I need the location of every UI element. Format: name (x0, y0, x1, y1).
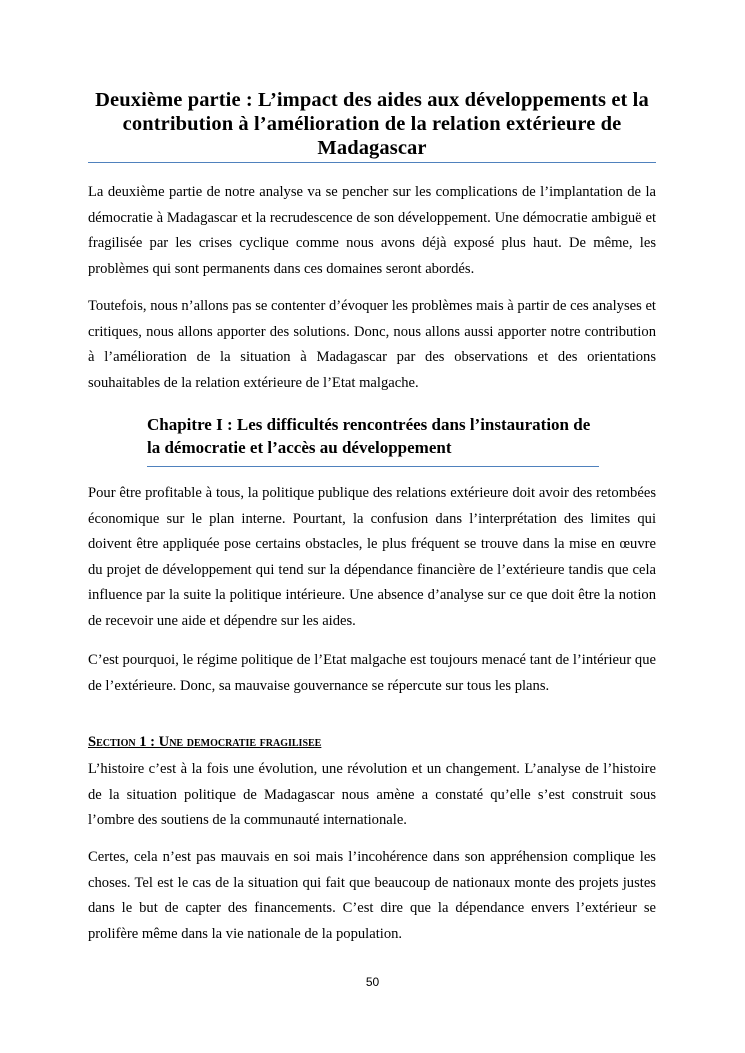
section-title: Section 1 : Une democratie fragilisee (88, 734, 322, 750)
chapter-divider (147, 466, 599, 467)
chapter-paragraph-2: C’est pourquoi, le régime politique de l’Etat malgache est toujours menacé tant de l’intérieur que de l’extérieure. Donc, sa mauvaise gouvernance se répercute sur tous les plans. (88, 652, 656, 694)
section-paragraph-1: L’histoire c’est à la fois une évolution, une révolution et un changement. L’analyse de l’histoire de la situation politique de Madagascar nous amène a constaté qu’elle s’est construit sous l’ombre des soutiens de la communauté internationale. (88, 761, 656, 828)
chapter-paragraph-1: Pour être profitable à tous, la politique publique des relations extérieure doit avoir des retombées économique sur le plan interne. Pourtant, la confusion dans l’interprétation des limites qui doivent être appliquée pose certains obstacles, le plus fréquent se trouve dans la mise en œuvre du projet de développement qui tend sur la dépendance financière de l’extérieure tandis que cela influence par la suite la politique intérieure. Une absence d’analyse sur ce que doit être la notion de recevoir une aide et dépendre sur les aides. (88, 485, 656, 629)
title-divider (88, 162, 656, 163)
section-paragraph-2: Certes, cela n’est pas mauvais en soi mais l’incohérence dans son appréhension complique les choses. Tel est le cas de la situation qui fait que beaucoup de nationaux monte des projets justes dans le but de capter des financements. C’est dire que la dépendance envers l’extérieur se prolifère même dans la vie nationale de la population. (88, 849, 656, 942)
intro-paragraph-2: Toutefois, nous n’allons pas se contenter d’évoquer les problèmes mais à partir de ces analyses et critiques, nous allons apporter des solutions. Donc, nous allons aussi apporter notre contribution à l’amélioration de la situation à Madagascar par des observations et des orientations souhaitables de la relation extérieure de l’Etat malgache. (88, 298, 656, 391)
chapter-title: Chapitre I : Les difficultés rencontrées dans l’instauration de la démocratie et l’accès au développement (147, 415, 591, 457)
part-title: Deuxième partie : L’impact des aides aux développements et la contribution à l’amélioration de la relation extérieure de Madagascar (95, 89, 649, 159)
intro-paragraph-1: La deuxième partie de notre analyse va se pencher sur les complications de l’implantation de la démocratie à Madagascar et la recrudescence de son développement. Une démocratie ambiguë et fragilisée par les crises cyclique comme nous avons déjà exposé plus haut. De même, les problèmes qui sont permanents dans ces domaines seront abordés. (88, 184, 656, 277)
page-number: 50 (365, 975, 380, 989)
